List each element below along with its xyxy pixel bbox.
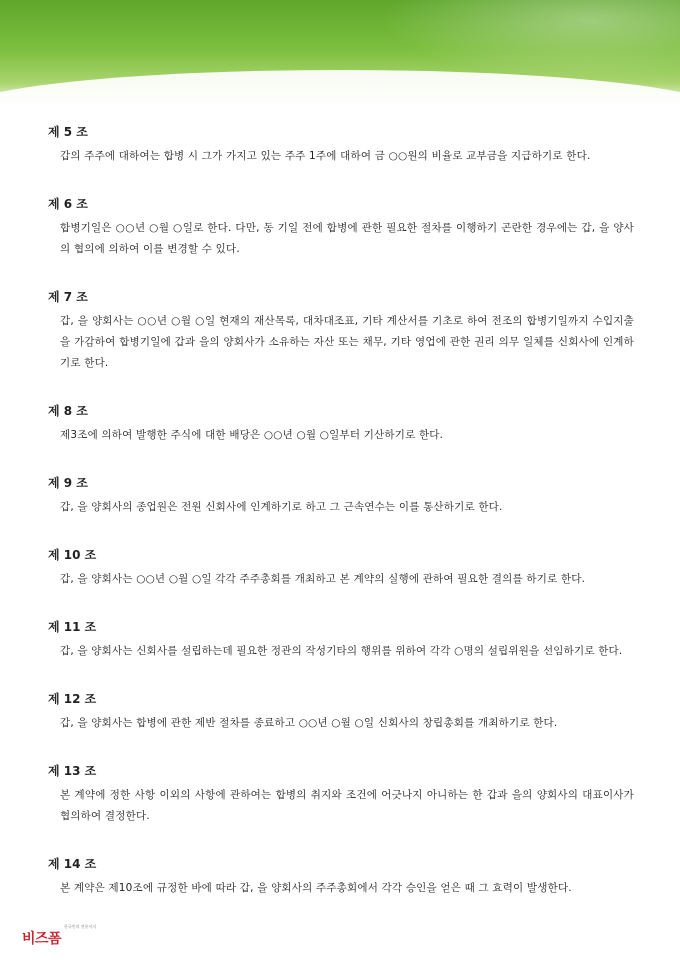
article-14 bbox=[48, 856, 634, 899]
article-title: 제 7 조 bbox=[48, 290, 88, 304]
article-10 bbox=[48, 547, 634, 590]
article-text: 갑, 을 양회사는 ○○년 ○월 ○일 각각 주주총회를 개최하고 본 계약의 실행에 관하여 필요한 결의를 하기로 한다. bbox=[60, 573, 586, 585]
article-7 bbox=[48, 289, 634, 374]
header-banner bbox=[0, 0, 680, 110]
article-13 bbox=[48, 763, 634, 827]
article-5 bbox=[48, 124, 634, 167]
article-text: 본 계약에 정한 사항 이외의 사항에 관하여는 합병의 취지와 조건에 어긋나지 아니하는 한 갑과 을의 양회사의 대표이사가 협의하여 결정한다. bbox=[60, 789, 634, 822]
article-text: 갑의 주주에 대하여는 합병 시 그가 가지고 있는 주주 1주에 대하여 금 ○○원의 비율로 교부금을 지급하기로 한다. bbox=[60, 150, 591, 162]
article-title: 제 13 조 bbox=[48, 764, 97, 778]
document-body bbox=[48, 124, 634, 928]
article-title: 제 14 조 bbox=[48, 857, 97, 871]
article-text: 갑, 을 양회사의 종업원은 전원 신회사에 인계하기로 하고 그 근속연수는 이를 통산하기로 한다. bbox=[60, 501, 503, 513]
logo-wordmark: 비즈폼 bbox=[22, 931, 62, 947]
article-text: 본 계약은 제10조에 규정한 바에 따라 갑, 을 양회사의 주주총회에서 각각 승인을 얻은 때 그 효력이 발생한다. bbox=[60, 882, 572, 894]
article-title: 제 9 조 bbox=[48, 476, 88, 490]
article-12 bbox=[48, 691, 634, 734]
article-title: 제 5 조 bbox=[48, 125, 88, 139]
article-11 bbox=[48, 619, 634, 662]
article-title: 제 11 조 bbox=[48, 620, 97, 634]
article-text: 제3조에 의하여 발행한 주식에 대한 배당은 ○○년 ○월 ○일부터 기산하기로 한다. bbox=[60, 429, 444, 441]
article-title: 제 10 조 bbox=[48, 548, 97, 562]
bizform-logo bbox=[22, 922, 112, 952]
article-text: 갑, 을 양회사는 신회사를 설립하는데 필요한 정관의 작성기타의 행위를 위하여 각각 ○명의 설립위원을 선임하기로 한다. bbox=[60, 645, 623, 657]
article-text: 합병기일은 ○○년 ○월 ○일로 한다. 다만, 동 기일 전에 합병에 관한 필요한 절차를 이행하기 곤란한 경우에는 갑, 을 양사의 협의에 의하여 이를 변경할 수 있다. bbox=[60, 222, 635, 255]
article-9 bbox=[48, 475, 634, 518]
article-title: 제 8 조 bbox=[48, 404, 88, 418]
article-title: 제 6 조 bbox=[48, 197, 88, 211]
article-title: 제 12 조 bbox=[48, 692, 97, 706]
article-text: 갑, 을 양회사는 합병에 관한 제반 절차를 종료하고 ○○년 ○월 ○일 신회사의 창립총회를 개최하기로 한다. bbox=[60, 717, 558, 729]
article-8 bbox=[48, 403, 634, 446]
article-6 bbox=[48, 196, 634, 260]
logo-tagline: 한국인의 전통서식 bbox=[64, 924, 97, 929]
article-text: 갑, 을 양회사는 ○○년 ○월 ○일 현재의 재산목록, 대차대조표, 기타 계산서를 기초로 하여 전조의 합병기일까지 수입지출을 가감하여 합병기일에 갑과 을의 양회사가 소유하는 자산 또는 채무, 기타 영업에 관한 권리 의무 일체를 신회사에 인계하기로 한다. bbox=[60, 315, 634, 369]
header-shine-decoration bbox=[380, 0, 680, 80]
